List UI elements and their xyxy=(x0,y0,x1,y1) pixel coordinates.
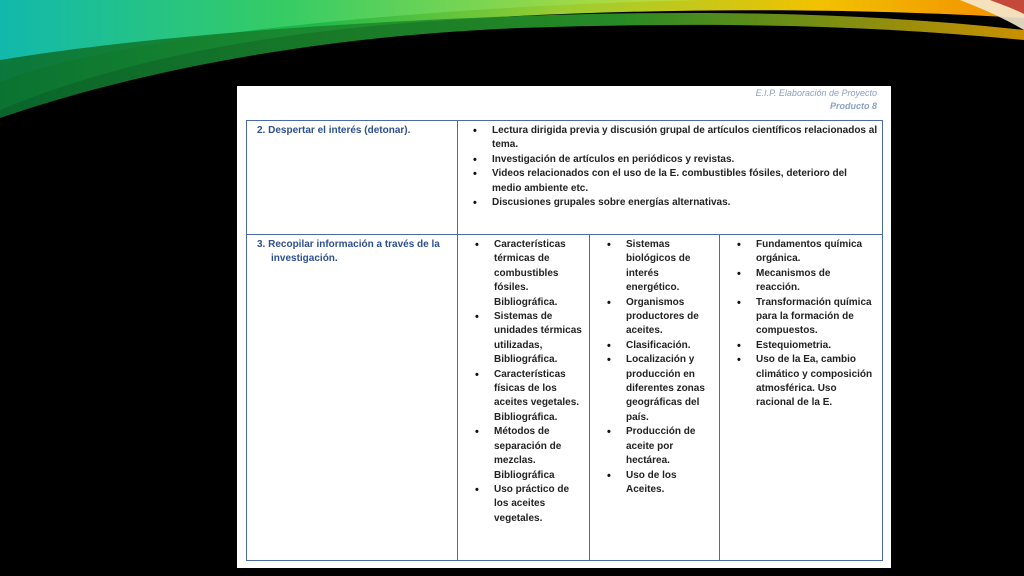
list-item: • Investigación de artículos en periódicos y revistas. xyxy=(492,153,878,167)
doc-header-title: E.I.P. Elaboración de Proyecto xyxy=(755,88,877,98)
list-item: • Organismos productores de aceites. xyxy=(626,296,713,339)
list-item: • Localización y producción en diferentes zonas geográficas del país. xyxy=(626,353,713,425)
list-item: • Métodos de separación de mezclas. Bibliográfica xyxy=(494,425,583,483)
table-row xyxy=(247,235,883,561)
list-item: • Uso de los Aceites. xyxy=(626,469,713,498)
list-item: • Características físicas de los aceites vegetales. Bibliográfica. xyxy=(494,368,583,426)
activities-list xyxy=(458,121,882,214)
stage-label: 2. Despertar el interés (detonar). xyxy=(257,125,411,136)
list-item: • Uso de la Ea, cambio climático y composición atmosférica. Uso racional de la E. xyxy=(756,353,876,411)
doc-header-product: Producto 8 xyxy=(829,101,877,111)
document-image xyxy=(237,86,891,568)
stage-cell xyxy=(247,121,458,235)
list-item: • Sistemas de unidades térmicas utilizadas, Bibliográfica. xyxy=(494,310,583,368)
activities-cell xyxy=(458,121,883,235)
list-item: • Lectura dirigida previa y discusión grupal de artículos científicos relacionados al tema. xyxy=(492,124,878,153)
list-item: • Clasificación. xyxy=(626,339,713,353)
list-item: • Mecanismos de reacción. xyxy=(756,267,876,296)
topics-column-2 xyxy=(590,235,720,561)
list-item: • Características térmicas de combustibles fósiles. Bibliográfica. xyxy=(494,238,583,310)
list-item: • Discusiones grupales sobre energías alternativas. xyxy=(492,196,878,210)
list-item: • Videos relacionados con el uso de la E. combustibles fósiles, deterioro del medio ambiente etc. xyxy=(492,167,878,196)
topics-column-3 xyxy=(720,235,883,561)
topics-column-1 xyxy=(458,235,590,561)
list-item: • Uso práctico de los aceites vegetales. xyxy=(494,483,583,526)
project-table xyxy=(246,120,883,561)
list-item: • Sistemas biológicos de interés energético. xyxy=(626,238,713,296)
list-item: • Fundamentos química orgánica. xyxy=(756,238,876,267)
stage-label-continued: investigación. xyxy=(271,253,338,264)
list-item: • Transformación química para la formación de compuestos. xyxy=(756,296,876,339)
stage-cell xyxy=(247,235,458,561)
stage-label: 3. Recopilar información a través de la xyxy=(257,239,440,250)
list-item: • Producción de aceite por hectárea. xyxy=(626,425,713,468)
list-item: • Estequiometria. xyxy=(756,339,876,353)
table-row xyxy=(247,121,883,235)
